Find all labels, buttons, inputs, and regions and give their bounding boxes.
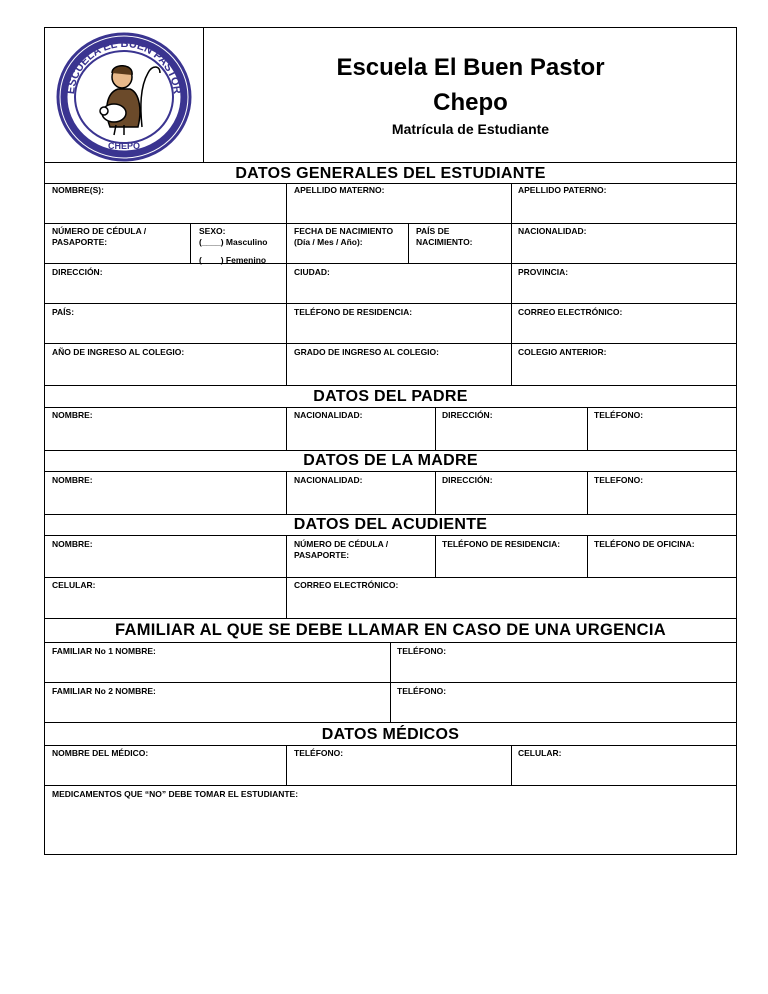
section-medical-title: DATOS MÉDICOS bbox=[321, 726, 460, 743]
label-guardian-cedula-line2: PASAPORTE: bbox=[294, 550, 350, 560]
section-father-title: DATOS DEL PADRE bbox=[313, 388, 468, 405]
divider bbox=[435, 535, 436, 577]
divider bbox=[435, 407, 436, 450]
logo-top-text: ESCUELA EL BUEN PASTOR bbox=[65, 37, 184, 95]
divider bbox=[587, 407, 588, 450]
divider bbox=[44, 450, 737, 451]
label-mother-telefono: TELEFONO: bbox=[594, 475, 644, 485]
divider bbox=[286, 535, 287, 577]
label-guardian-correo: CORREO ELECTRÓNICO: bbox=[294, 580, 399, 590]
label-correo: CORREO ELECTRÓNICO: bbox=[518, 307, 623, 317]
label-pais: PAÍS: bbox=[52, 307, 75, 317]
label-father-nacionalidad: NACIONALIDAD: bbox=[294, 410, 363, 420]
label-telefono-residencia: TELÉFONO DE RESIDENCIA: bbox=[294, 307, 413, 317]
divider bbox=[44, 183, 737, 184]
divider bbox=[44, 407, 737, 408]
divider bbox=[511, 223, 512, 263]
divider bbox=[511, 303, 512, 343]
label-pais-nacimiento bbox=[416, 226, 473, 248]
form-title: Matrícula de Estudiante bbox=[391, 121, 550, 137]
label-familiar1-telefono: TELÉFONO: bbox=[397, 646, 447, 656]
label-sexo: SEXO: bbox=[199, 226, 226, 236]
divider bbox=[511, 263, 512, 303]
divider bbox=[286, 183, 287, 223]
label-father-telefono: TELÉFONO: bbox=[594, 410, 644, 420]
divider bbox=[44, 618, 737, 619]
section-general-title: DATOS GENERALES DEL ESTUDIANTE bbox=[235, 165, 546, 182]
label-medicamentos: MEDICAMENTOS QUE “NO” DEBE TOMAR EL ESTUDIANTE: bbox=[52, 789, 299, 799]
divider bbox=[286, 407, 287, 450]
divider bbox=[44, 785, 737, 786]
divider bbox=[44, 577, 737, 578]
divider bbox=[44, 303, 737, 304]
label-familiar2-nombre: FAMILIAR No 2 NOMBRE: bbox=[52, 686, 156, 696]
school-name: Escuela El Buen Pastor bbox=[336, 54, 605, 81]
header-divider bbox=[44, 162, 737, 163]
divider bbox=[587, 471, 588, 514]
label-mother-nombre: NOMBRE: bbox=[52, 475, 93, 485]
label-cedula-line2: PASAPORTE: bbox=[52, 237, 108, 247]
label-pais-nac-line2: NACIMIENTO: bbox=[416, 237, 473, 247]
divider bbox=[44, 223, 737, 224]
divider bbox=[511, 745, 512, 785]
label-cedula bbox=[52, 226, 146, 248]
logo-cell bbox=[44, 27, 204, 162]
label-cedula-line1: NÚMERO DE CÉDULA / bbox=[52, 226, 147, 236]
divider bbox=[44, 263, 737, 264]
label-guardian-telefono-oficina: TELÉFONO DE OFICINA: bbox=[594, 539, 695, 549]
divider bbox=[44, 471, 737, 472]
divider bbox=[44, 385, 737, 386]
divider bbox=[286, 343, 287, 385]
label-mother-nacionalidad: NACIONALIDAD: bbox=[294, 475, 363, 485]
divider bbox=[435, 471, 436, 514]
divider bbox=[286, 263, 287, 303]
label-guardian-nombre: NOMBRE: bbox=[52, 539, 93, 549]
label-medico-celular: CELULAR: bbox=[518, 748, 562, 758]
divider bbox=[587, 535, 588, 577]
label-direccion: DIRECCIÓN: bbox=[52, 267, 103, 277]
section-emergency-title: FAMILIAR AL QUE SE DEBE LLAMAR EN CASO DE UNA URGENCIA bbox=[115, 621, 666, 639]
divider bbox=[286, 745, 287, 785]
label-pais-nac-line1: PAÍS DE bbox=[416, 226, 450, 236]
label-guardian-telefono-residencia: TELÉFONO DE RESIDENCIA: bbox=[442, 539, 561, 549]
option-femenino[interactable]: (____) Femenino bbox=[199, 255, 267, 265]
divider bbox=[44, 343, 737, 344]
divider bbox=[511, 343, 512, 385]
label-colegio-anterior: COLEGIO ANTERIOR: bbox=[518, 347, 607, 357]
label-familiar2-telefono: TELÉFONO: bbox=[397, 686, 447, 696]
label-fecha-nacimiento bbox=[294, 226, 393, 248]
divider bbox=[286, 223, 287, 263]
label-fecha-line1: FECHA DE NACIMIENTO bbox=[294, 226, 394, 236]
divider bbox=[390, 682, 391, 722]
school-logo bbox=[44, 27, 204, 162]
label-nombres: NOMBRE(S): bbox=[52, 185, 104, 195]
divider bbox=[286, 577, 287, 618]
label-apellido-paterno: APELLIDO PATERNO: bbox=[518, 185, 607, 195]
divider bbox=[44, 514, 737, 515]
label-apellido-materno: APELLIDO MATERNO: bbox=[294, 185, 385, 195]
section-mother-title: DATOS DE LA MADRE bbox=[303, 452, 478, 469]
divider bbox=[286, 303, 287, 343]
label-fecha-line2: (Día / Mes / Año): bbox=[294, 237, 363, 247]
label-guardian-cedula bbox=[294, 539, 388, 561]
label-ano-ingreso: AÑO DE INGRESO AL COLEGIO: bbox=[52, 347, 185, 357]
divider bbox=[390, 642, 391, 682]
label-mother-direccion: DIRECCIÓN: bbox=[442, 475, 493, 485]
label-nacionalidad: NACIONALIDAD: bbox=[518, 226, 587, 236]
label-grado-ingreso: GRADO DE INGRESO AL COLEGIO: bbox=[294, 347, 439, 357]
label-familiar1-nombre: FAMILIAR No 1 NOMBRE: bbox=[52, 646, 156, 656]
label-provincia: PROVINCIA: bbox=[518, 267, 569, 277]
label-medico-telefono: TELÉFONO: bbox=[294, 748, 344, 758]
label-guardian-cedula-line1: NÚMERO DE CÉDULA / bbox=[294, 539, 389, 549]
divider bbox=[44, 745, 737, 746]
divider bbox=[408, 223, 409, 263]
divider bbox=[286, 471, 287, 514]
section-guardian-title: DATOS DEL ACUDIENTE bbox=[293, 516, 488, 533]
label-father-direccion: DIRECCIÓN: bbox=[442, 410, 493, 420]
label-medico: NOMBRE DEL MÉDICO: bbox=[52, 748, 149, 758]
divider bbox=[44, 722, 737, 723]
divider bbox=[511, 183, 512, 223]
label-ciudad: CIUDAD: bbox=[294, 267, 330, 277]
divider bbox=[44, 535, 737, 536]
divider bbox=[190, 223, 191, 263]
logo-bottom-text: CHEPO bbox=[107, 141, 141, 151]
label-guardian-celular: CELULAR: bbox=[52, 580, 96, 590]
school-city: Chepo bbox=[433, 89, 508, 116]
label-father-nombre: NOMBRE: bbox=[52, 410, 93, 420]
option-masculino[interactable]: (____) Masculino bbox=[199, 237, 268, 247]
